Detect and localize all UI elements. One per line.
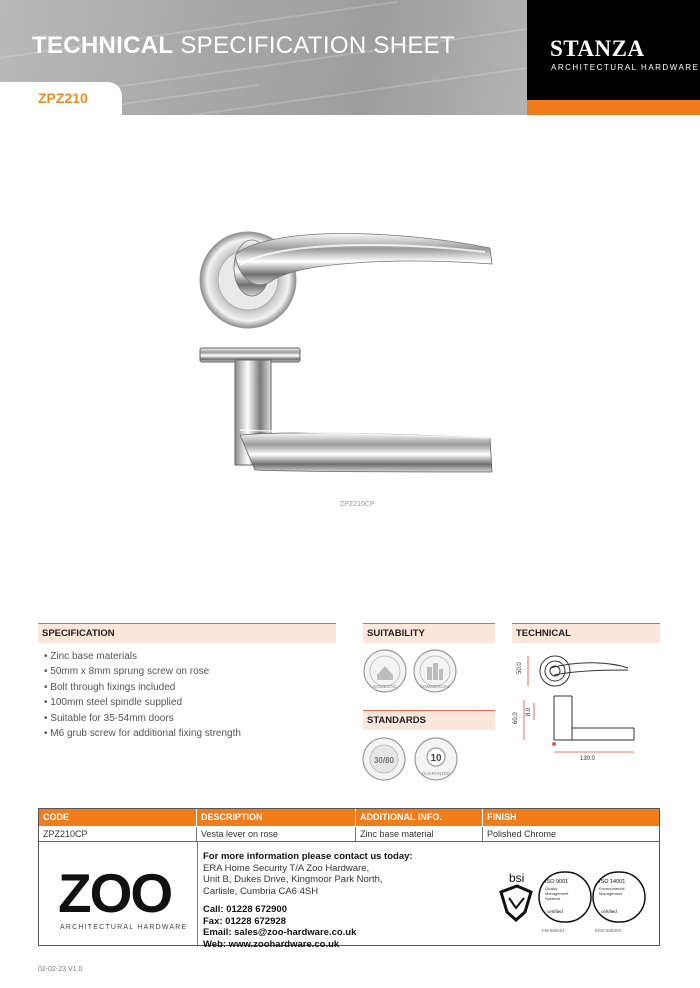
bsi-kitemark-icon (501, 871, 531, 920)
col-finish-header: FINISH (483, 809, 659, 826)
guarantee-years: 10 (430, 753, 442, 764)
cell-code: ZPZ210CP (39, 827, 197, 841)
footer-divider (197, 842, 198, 945)
dim-projection: 60.0 (513, 712, 519, 724)
svg-text:ISO 9001: ISO 9001 (545, 879, 569, 885)
zoo-logo: ZOO (58, 862, 172, 924)
iso-14001-badge (593, 872, 645, 922)
spec-item: • Bolt through fixings included (44, 681, 176, 693)
page-title: TECHNICAL SPECIFICATION SHEET (32, 32, 455, 59)
spec-item: • Suitable for 35-54mm doors (44, 712, 174, 724)
brand-stripe (527, 100, 700, 115)
svg-text:certified: certified (547, 909, 563, 914)
brand-logo: STANZA (550, 36, 645, 61)
certification-logos (497, 868, 647, 938)
cert-number-ems: EMS 668402 (595, 928, 622, 933)
suitability-heading: SUITABILITY (363, 623, 495, 643)
zoo-subtitle: ARCHITECTURAL HARDWARE (60, 924, 188, 931)
contact-heading: For more information please contact us today: (203, 851, 413, 862)
product-image (180, 220, 520, 480)
standards-heading: STANDARDS (363, 710, 495, 730)
dim-height: 50.0 (517, 662, 523, 674)
guarantee-badge-icon (415, 738, 457, 780)
spec-item: • 50mm x 8mm sprung screw on rose (44, 666, 210, 678)
web-link[interactable]: Web: www.zoohardware.co.uk (203, 938, 340, 950)
fax-number: Fax: 01228 672928 (203, 915, 286, 927)
svg-text:Environmental: Environmental (599, 886, 625, 891)
address-line: ERA Home Security T/A Zoo Hardware, (203, 862, 370, 874)
version-label: 02-02-23 V1.0 (38, 966, 83, 973)
email-link[interactable]: Email: sales@zoo-hardware.co.uk (203, 927, 357, 938)
cert-number-fm: FM 668401 (542, 928, 565, 933)
brand-subtitle: ARCHITECTURAL HARDWARE (551, 63, 700, 72)
spec-item: • M6 grub screw for additional fixing strength (44, 727, 241, 739)
technical-heading: TECHNICAL (512, 623, 660, 643)
dim-lever-length: 130.0 (580, 756, 596, 762)
commercial-label: COMMERCIAL (419, 684, 451, 689)
specification-heading: SPECIFICATION (38, 623, 336, 643)
address-line: Carlisle, Cumbria CA6 4SH (203, 885, 319, 897)
specification-list (44, 649, 241, 741)
address-line: Unit B, Dukes Drive, Kingmoor Park North, (203, 874, 383, 885)
svg-text:Management: Management (545, 891, 569, 896)
col-description-header: DESCRIPTION (197, 809, 355, 826)
col-code-header: CODE (39, 809, 196, 826)
iso-9001-badge (539, 872, 591, 922)
spec-item: • Zinc base materials (44, 651, 137, 662)
contact-block (203, 851, 413, 950)
domestic-badge-icon (364, 650, 406, 692)
guarantee-label: GUARANTEE (421, 771, 451, 776)
technical-drawing (510, 648, 660, 763)
commercial-badge-icon (414, 650, 456, 692)
svg-text:Systems: Systems (545, 896, 561, 901)
salt-spray-label: 30/80 (373, 756, 395, 765)
svg-text:certified: certified (601, 909, 617, 914)
svg-text:Quality: Quality (545, 886, 558, 891)
lever-side-view (200, 348, 492, 472)
svg-text:Management: Management (599, 891, 623, 896)
svg-text:ISO 14001: ISO 14001 (599, 879, 626, 885)
product-code: ZPZ210 (38, 90, 88, 106)
col-additional-header: ADDITIONAL INFO. (356, 809, 482, 826)
phone-number: Call: 01228 672900 (203, 904, 287, 915)
cell-additional: Zinc base material (356, 827, 483, 841)
dim-rose-depth: 8.0 (526, 707, 532, 716)
suitability-badges (362, 647, 462, 697)
domestic-label: DOMESTIC (373, 684, 397, 689)
cell-finish: Polished Chrome (487, 829, 557, 839)
product-caption: ZPZ210CP (340, 501, 375, 508)
cell-description: Vesta lever on rose (197, 827, 356, 841)
bsi-label: bsi (509, 871, 525, 885)
standards-badges (358, 735, 468, 785)
lever-front-view (200, 232, 492, 328)
spec-item: • 100mm steel spindle supplied (44, 697, 183, 709)
salt-spray-badge-icon (363, 738, 405, 780)
table-divider (39, 841, 659, 842)
